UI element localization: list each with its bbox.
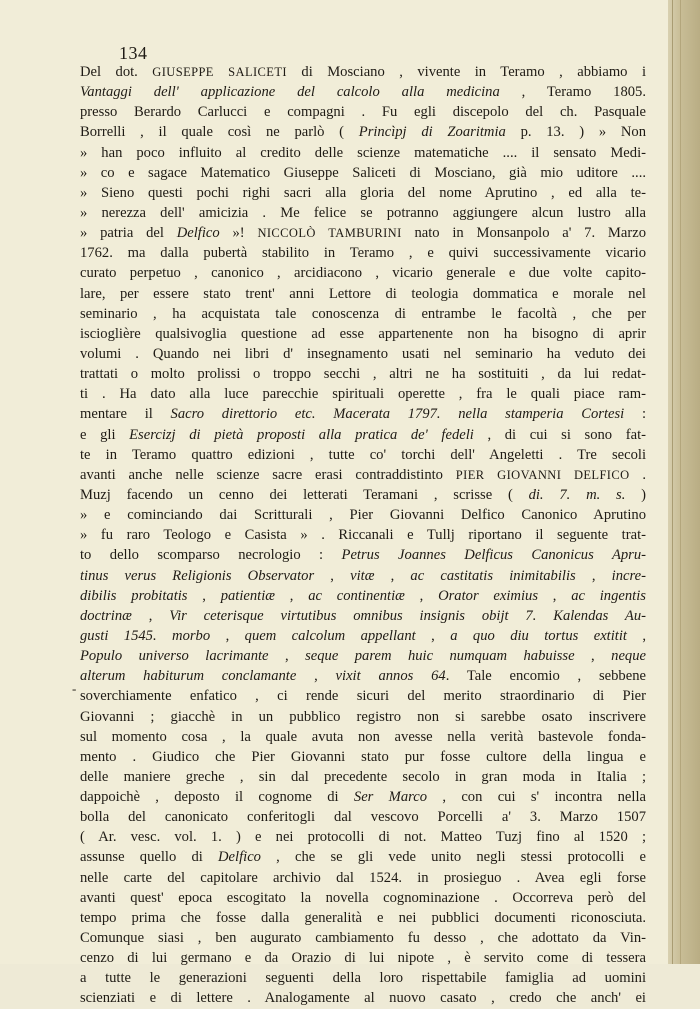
text-run: , [575,567,612,584]
text-run: » fu raro Teologo e Casista » . Riccanali e Tullj riportano il seguente trat- [80,527,646,544]
text-line [80,727,646,747]
text-line [80,243,646,263]
text-run: avanti anche nelle scienze sacre erasi contraddistinto [80,466,456,483]
text-line [80,263,646,283]
text-run: , [210,627,245,644]
italic-run: Esercizj di pietà proposti alla pratica de' fedeli [129,426,474,443]
text-run: Borrelli , il quale così ne parlò ( [80,124,359,141]
text-line [80,203,646,223]
text-line [80,646,646,666]
small-caps-name: GIUSEPPE SALICETI [152,65,287,79]
text-line [80,606,646,626]
text-run: p. 13. ) » Non [505,124,646,141]
italic-run: Petrus Joannes Delficus Canonicus Apru- [341,547,646,564]
text-run: volumi . Quando nei libri d' insegnamento usati nel seminario ha veduto dei [80,345,646,362]
text-run: di Mosciano , vivente in Teramo , abbiamo i [286,64,646,80]
text-run: , che se gli vede unito negli stessi protocolli e [260,849,646,866]
small-caps-name: PIER GIOVANNI DELFICO [455,467,630,482]
text-run: » patria del [80,225,177,242]
text-run: delle maniere greche , sin dal precedente secolo in gran moda in Italia ; [80,768,646,785]
text-run: tempo prima che fosse dalla generalità e nei pubblici documenti riconosciuta. [80,909,646,926]
text-run: » nerezza dell' amicizia . Me felice se potranno aggiungere alcun lustro alla [80,204,646,221]
margin-mark: - [72,681,77,696]
text-run: trattati o molto prolissi o troppo secchi , altri ne ha sostituiti , da lui redat- [80,366,646,383]
italic-run: patientiæ [220,587,276,604]
text-line [80,888,646,908]
text-run: a tutte le generazioni seguenti della loro rispettabile famiglia ad uomini [80,970,646,987]
text-line [80,284,646,304]
text-run: seminario , ha acquistata tale conoscenza di entrambe le facoltà , che per [80,305,646,322]
text-run: : [624,406,647,423]
page-number: 134 [119,43,148,63]
text-run: , [187,587,221,604]
text-line [80,988,646,1008]
italic-run: a quo diu tortus extitit [450,627,627,644]
text-line [80,223,646,243]
text-line [80,747,646,767]
text-line [80,827,646,847]
text-line [80,525,646,545]
text-run: » co e sagace Matematico Giuseppe Saliceti di Mosciano, già mio uditore .... [80,164,646,181]
text-line [80,425,646,445]
italic-run: vixit annos 64 [335,668,446,685]
text-line [80,505,646,525]
text-line [80,364,646,384]
text-line [80,304,646,324]
italic-run: ac ingentis [571,587,646,604]
italic-run: gusti 1545. morbo [80,627,211,644]
text-run: avanti quest' epoca escogitato la novella cognominazione . Occorreva però del [80,889,646,906]
italic-run: Princìpj di Zoaritmia [358,124,506,141]
text-run: » e cominciando dai Scritturali , Pier Giovanni Delfico Canonico Aprutino [80,507,646,524]
text-run: soverchiamente enfatico , ci rende sicuri del merito straordinario di Pier [80,688,646,705]
text-run: ) [625,486,646,503]
italic-run: ac castitatis inimitabilis [410,567,576,584]
text-run: , [538,587,572,604]
text-run: , Teramo 1805. [499,84,646,101]
text-run: e gli [80,426,130,443]
text-run: , con cui s' incontra nella [427,789,646,806]
italic-run: Orator eximius [438,587,538,604]
text-run: scienziati e di lettere . Analogamente al nuovo casato , credo che anch' ei [80,990,646,1007]
text-run: mentare il [80,406,171,423]
text-line [80,908,646,928]
text-line [80,928,646,948]
text-line [80,324,646,344]
text-run: Del dot. [80,64,153,80]
italic-run: vitæ [350,567,375,584]
italic-run: tinus verus Religionis Observator [80,567,315,584]
text-run: , [626,627,647,644]
italic-run: Delfico [218,849,261,866]
text-run: , [296,668,336,685]
italic-run: di. 7. m. s. [528,486,626,503]
text-run: , [404,587,439,604]
text-line [80,485,646,505]
text-run: lare, per essere stato trent' anni Lettore di teologia dommatica e morale nel [80,285,646,302]
italic-run: doctrinæ [80,607,132,624]
text-run: » Sieno questi pochi righi sacri alla gloria del nome Aprutino , ed alla te- [80,184,646,201]
text-run: 1762. ma dalla pubertà stabilito in Teramo , e quivi successivamente vicario [80,245,646,262]
text-run: ( Ar. vesc. vol. 1. ) e nei protocolli di not. Matteo Tuzj fino al 1520 ; [80,829,646,846]
italic-run: Vir ceterisque virtutibus omnibus insignis obijt 7. Kalendas Au- [169,607,646,624]
page-edge [668,0,700,964]
italic-run: seque parem huic numquam habuisse [305,648,575,665]
text-run: bolla del canonicato conferitogli dal vescovo Porcelli a' 3. Marzo 1507 [80,809,646,826]
text-line [80,948,646,968]
italic-run: neque [611,648,646,665]
text-run: cenzo di lui germano e da Orazio di lui nipote , è servito come di tessera [80,950,646,967]
text-run: Muzj facendo un cenno dei letterati Teramani , scrisse ( [80,486,529,503]
text-run: »! [219,225,258,242]
text-run: Comunque siasi , ben augurato cambiamento fu desso , che adottato da Vin- [80,930,646,947]
italic-run: alterum habiturum conclamante [80,668,297,685]
text-run: nato in Monsanpolo a' 7. Marzo [401,225,646,242]
italic-run: quem calcolum appellant [244,627,416,644]
text-run: nelle carte del capitolare archivio dal 1524. in prosieguo . Avea egli forse [80,869,646,886]
italic-run: ac continentiæ [308,587,405,604]
text-line [80,787,646,807]
text-line [80,344,646,364]
text-line [80,143,646,163]
text-line [80,465,646,485]
text-line [80,445,646,465]
text-run: , [415,627,451,644]
text-run: curato perpetuo , canonico , arcidiacono , vicario generale e due volte capito- [80,265,646,282]
text-line [80,767,646,787]
text-line [80,586,646,606]
text-line [80,62,646,82]
italic-run: dibilis probitatis [80,587,188,604]
text-run: mento . Giudico che Pier Giovanni stato pur fosse cultore della lingua e [80,748,646,765]
italic-run: Sacro direttorio etc. Macerata 1797. nella stamperia Cortesi [170,406,625,423]
text-run: , [131,607,170,624]
text-run: , [314,567,351,584]
italic-run: Vantaggi dell' applicazione del calcolo alla medicina [80,84,500,101]
text-run: to dello scomparso necrologio : [80,547,342,564]
text-run: . [629,466,646,483]
text-line [80,566,646,586]
text-line [80,626,646,646]
text-line [80,183,646,203]
text-line [80,868,646,888]
text-run: , [268,648,306,665]
text-run: sul momento cosa , la quale avuta non avesse nella verità bastevole fonda- [80,728,646,745]
text-run: , [574,648,612,665]
text-line [80,102,646,122]
text-line [80,666,646,686]
small-caps-name: NICCOLÒ TAMBURINI [257,226,402,241]
text-run: Giovanni ; giacchè in un pubblico registro non si sarebbe osato inscrivere [80,708,646,725]
text-line [80,404,646,424]
text-line [80,807,646,827]
text-run: , di cui si sono fat- [473,426,646,443]
italic-run: Populo universo lacrimante [80,648,269,665]
italic-run: incre- [611,567,646,584]
text-run: ti . Ha dato alla luce parecchie spirituali operette , fra le quali piace ram- [80,386,646,403]
text-line [80,82,646,102]
text-line [80,122,646,142]
body-text [80,62,646,1009]
text-line [80,163,646,183]
text-run: te in Teramo quattro edizioni , tutte co' torchi dell' Angeletti . Tre secoli [80,446,646,463]
text-line [80,545,646,565]
italic-run: Ser Marco [353,789,428,806]
text-run: . Tale encomio , sebbene [445,668,646,685]
text-line [80,847,646,867]
text-line [80,384,646,404]
text-run: iscioglière qualsivoglia questione ad esse appartenente non ha bisogno di aprir [80,325,646,342]
text-run: , [374,567,411,584]
text-run: , [275,587,309,604]
text-run: dappoichè , deposto il cognome di [80,789,354,806]
italic-run: Delfico [176,225,220,242]
text-line [80,686,646,706]
text-line [80,968,646,988]
text-run: » han poco influito al credito delle scienze matematiche .... il sensato Medi- [80,144,646,161]
text-run: assunse quello di [80,849,219,866]
text-run: presso Berardo Carlucci e compagni . Fu egli discepolo del ch. Pasquale [80,104,646,121]
text-line [80,707,646,727]
